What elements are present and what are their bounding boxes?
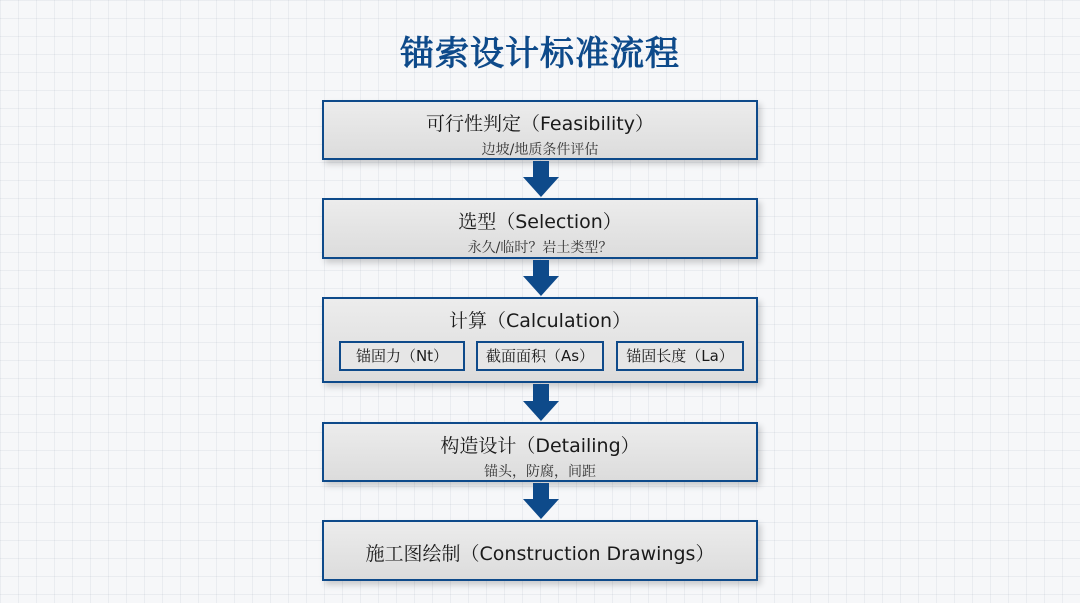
calc-item-anchor-force: 锚固力（Nt） (339, 341, 465, 371)
step-selection-title: 选型（Selection） (458, 211, 622, 233)
step-detailing-title: 构造设计（Detailing） (440, 435, 640, 457)
down-arrow-icon (522, 260, 560, 296)
page-title: 锚索设计标准流程 (400, 34, 680, 74)
step-feasibility-box (322, 100, 758, 160)
step-calculation-box (322, 297, 758, 383)
step-calculation-title: 计算（Calculation） (449, 310, 631, 332)
down-arrow-icon (522, 384, 560, 421)
calc-item-anchor-length: 锚固长度（La） (616, 341, 744, 371)
step-selection-subtitle: 永久/临时？岩土类型？ (467, 240, 613, 256)
down-arrow-icon (522, 161, 560, 197)
step-detailing-subtitle: 锚头，防腐，间距 (484, 464, 596, 480)
step-detailing-box (322, 422, 758, 482)
step-feasibility-subtitle: 边坡/地质条件评估 (481, 142, 599, 158)
down-arrow-icon (522, 483, 560, 519)
step-feasibility-title: 可行性判定（Feasibility） (426, 113, 654, 135)
step-selection-box (322, 198, 758, 259)
step-drawings-title: 施工图绘制（Construction Drawings） (365, 543, 715, 565)
step-drawings-box (322, 520, 758, 581)
calc-item-section-area: 截面面积（As） (476, 341, 604, 371)
